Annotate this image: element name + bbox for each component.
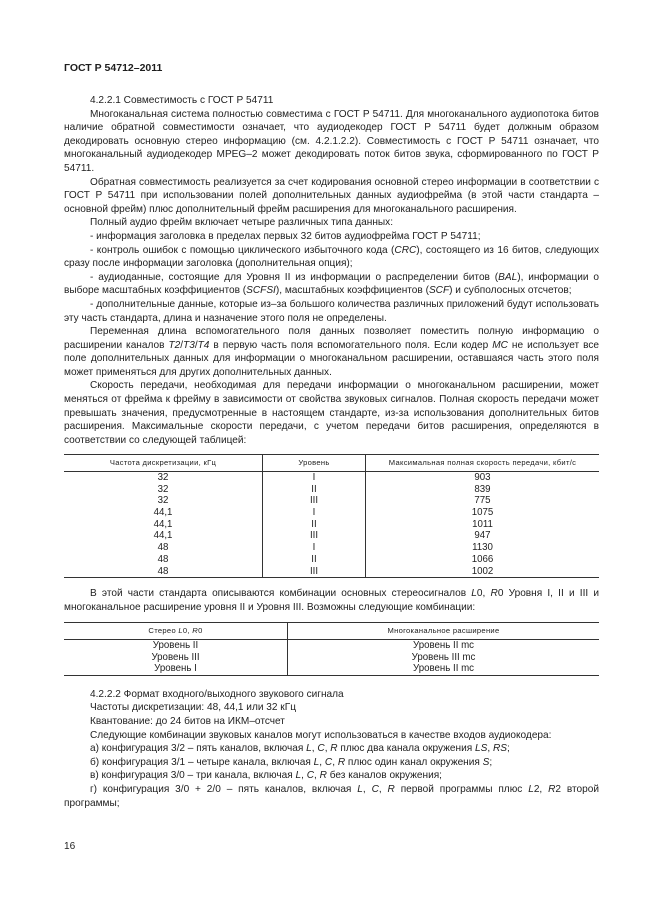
table-cell: Уровень II mc (288, 639, 600, 651)
table-cell: 1130 (366, 542, 600, 554)
table-cell: III (263, 530, 366, 542)
table-row (64, 471, 599, 483)
table-cell: 48 (157, 553, 169, 565)
table-cell: I (263, 471, 366, 483)
table-header: Частота дискретизации, кГц (64, 455, 263, 472)
list-item: в) конфигурация 3/0 – три канала, включая L, C, R без каналов окружения; (90, 770, 442, 782)
table-cell: II (263, 519, 366, 531)
paragraph: В этой части стандарта описываются комбинации основных стереосигналов L0, R0 Уровня I, II и III и многоканальное расширение уровня II и Уровня III. Возможны следующие комбинации: (64, 588, 599, 613)
table-cell: 44,1 (153, 518, 173, 530)
section-heading-4-2-2-2: 4.2.2.2 Формат входного/выходного звукового сигнала (90, 688, 344, 700)
table-cell: 44,1 (153, 530, 173, 542)
table-cell: Уровень II mc (288, 663, 600, 675)
paragraph: Переменная длина вспомогательного поля данных позволяет поместить полную информацию о расширении каналов T2/T3/T4 в первую часть поля вспомогательного поля. Если кодер MC не использует все поле дополнительных данных для информации о многоканальном расширении, оставшаяся часть этого поля может применяться для других дополнительных данных. (64, 326, 599, 378)
table-cell: Уровень III (151, 651, 200, 663)
table-cell: 48 (157, 542, 169, 554)
table-cell: Уровень III mc (288, 652, 600, 664)
section-heading-4-2-2-1: 4.2.2.1 Совместимость с ГОСТ Р 54711 (90, 95, 274, 106)
table-cell: 1011 (366, 519, 600, 531)
table-row (64, 554, 599, 566)
table-header: Уровень (263, 455, 366, 472)
table-cell: 1002 (366, 565, 600, 577)
paragraph: Полный аудио фрейм включает четыре различных типа данных: (90, 217, 394, 229)
list-item: - информация заголовка в пределах первых 32 битов аудиофрейма ГОСТ Р 54711; (90, 230, 481, 242)
document-header: ГОСТ Р 54712–2011 (64, 62, 163, 74)
bitrate-table (64, 454, 599, 578)
table-cell: 1075 (366, 507, 600, 519)
list-item: - дополнительные данные, которые из–за большого количества различных приложений будут использовать эту часть стандарта, длина и назначение этого поля не определены. (64, 298, 599, 324)
page-content (64, 94, 599, 810)
table-cell: 903 (366, 471, 600, 483)
table-cell: I (263, 507, 366, 519)
table-cell: Уровень I (64, 663, 288, 675)
table-cell: III (263, 565, 366, 577)
table-cell: Уровень II (152, 639, 199, 651)
table-cell: 32 (157, 495, 169, 507)
table-header: Стерео L0, R0 (64, 623, 288, 640)
table-cell: 32 (157, 483, 169, 495)
table-row (64, 530, 599, 542)
paragraph: Квантование: до 24 битов на ИКМ–отсчет (90, 716, 285, 728)
table-row (64, 484, 599, 496)
table-row (64, 639, 599, 651)
table-cell: II (263, 554, 366, 566)
list-item: б) конфигурация 3/1 – четыре канала, включая L, C, R плюс один канал окружения S; (90, 756, 493, 768)
paragraph: Следующие комбинации звуковых каналов могут использоваться в качестве входов аудиокодера: (90, 729, 552, 741)
paragraph: Скорость передачи, необходимая для передачи информации о многоканальном расширении, может меняться от фрейма к фрейму в зависимости от свойства звуковых сигналов. Полная скорость передачи может превышать значения, предусмотренные в настоящем стандарте, из-за использования дополнительных битов расширения. Максимальные скорости передачи, с учетом передачи битов расширения, определяются в соответствии со следующей таблицей: (64, 380, 599, 446)
table-row (64, 565, 599, 577)
table-row (64, 652, 599, 664)
list-item: а) конфигурация 3/2 – пять каналов, включая L, C, R плюс два канала окружения LS, RS; (90, 743, 510, 755)
table-cell: 839 (366, 484, 600, 496)
list-item: г) конфигурация 3/0 + 2/0 – пять каналов, включая L, C, R первой программы плюс L2, R2 второй программы; (64, 784, 599, 809)
table-cell: II (263, 484, 366, 496)
table-cell: 32 (157, 472, 169, 484)
list-item: - аудиоданные, состоящие для Уровня II из информации о распределении битов (BAL), информации о выборе масштабных коэффициентов (SCFSI), масштабных коэффициентов (SCF) и субполосных отсчетов; (64, 271, 599, 297)
table-cell: 44,1 (153, 507, 173, 519)
table-row (64, 519, 599, 531)
table-cell: I (263, 542, 366, 554)
paragraph: Обратная совместимость реализуется за счет кодирования основной стерео информации в соответствии с ГОСТ Р 54711 при использовании полей дополнительных данных аудиофрейма (в этой части стандарта – основной фрейм) плюс дополнительный фрейм расширения для многоканального расширения. (64, 176, 599, 215)
table-cell: 48 (64, 565, 263, 577)
page-number: 16 (64, 841, 76, 852)
table-cell: 947 (366, 530, 600, 542)
table-cell: 1066 (366, 554, 600, 566)
table-row (64, 663, 599, 675)
table-header: Многоканальное расширение (288, 623, 600, 640)
table-header: Максимальная полная скорость передачи, кбит/с (366, 455, 600, 472)
paragraph: Частоты дискретизации: 48, 44,1 или 32 кГц (90, 702, 296, 714)
table-row (64, 507, 599, 519)
table-cell: 775 (366, 495, 600, 507)
list-item: - контроль ошибок с помощью циклического избыточного кода (CRC), состоящего из 16 битов, следующих сразу после информации заголовка (дополнительная опция); (64, 244, 599, 270)
combinations-table (64, 622, 599, 676)
table-cell: III (263, 495, 366, 507)
paragraph: Многоканальная система полностью совместима с ГОСТ Р 54711. Для многоканального аудиопотока битов наличие обратной совместимости означает, что аудиодекодер ГОСТ Р 54711 будет должным образом декодировать основную стерео информацию (см. 4.2.1.2.2). Совместимость с ГОСТ Р 54711 означает, что многоканальный аудиодекодер MPEG–2 может декодировать поток битов звука, сформированного по ГОСТ Р 54711. (64, 108, 599, 174)
table-row (64, 542, 599, 554)
table-row (64, 495, 599, 507)
